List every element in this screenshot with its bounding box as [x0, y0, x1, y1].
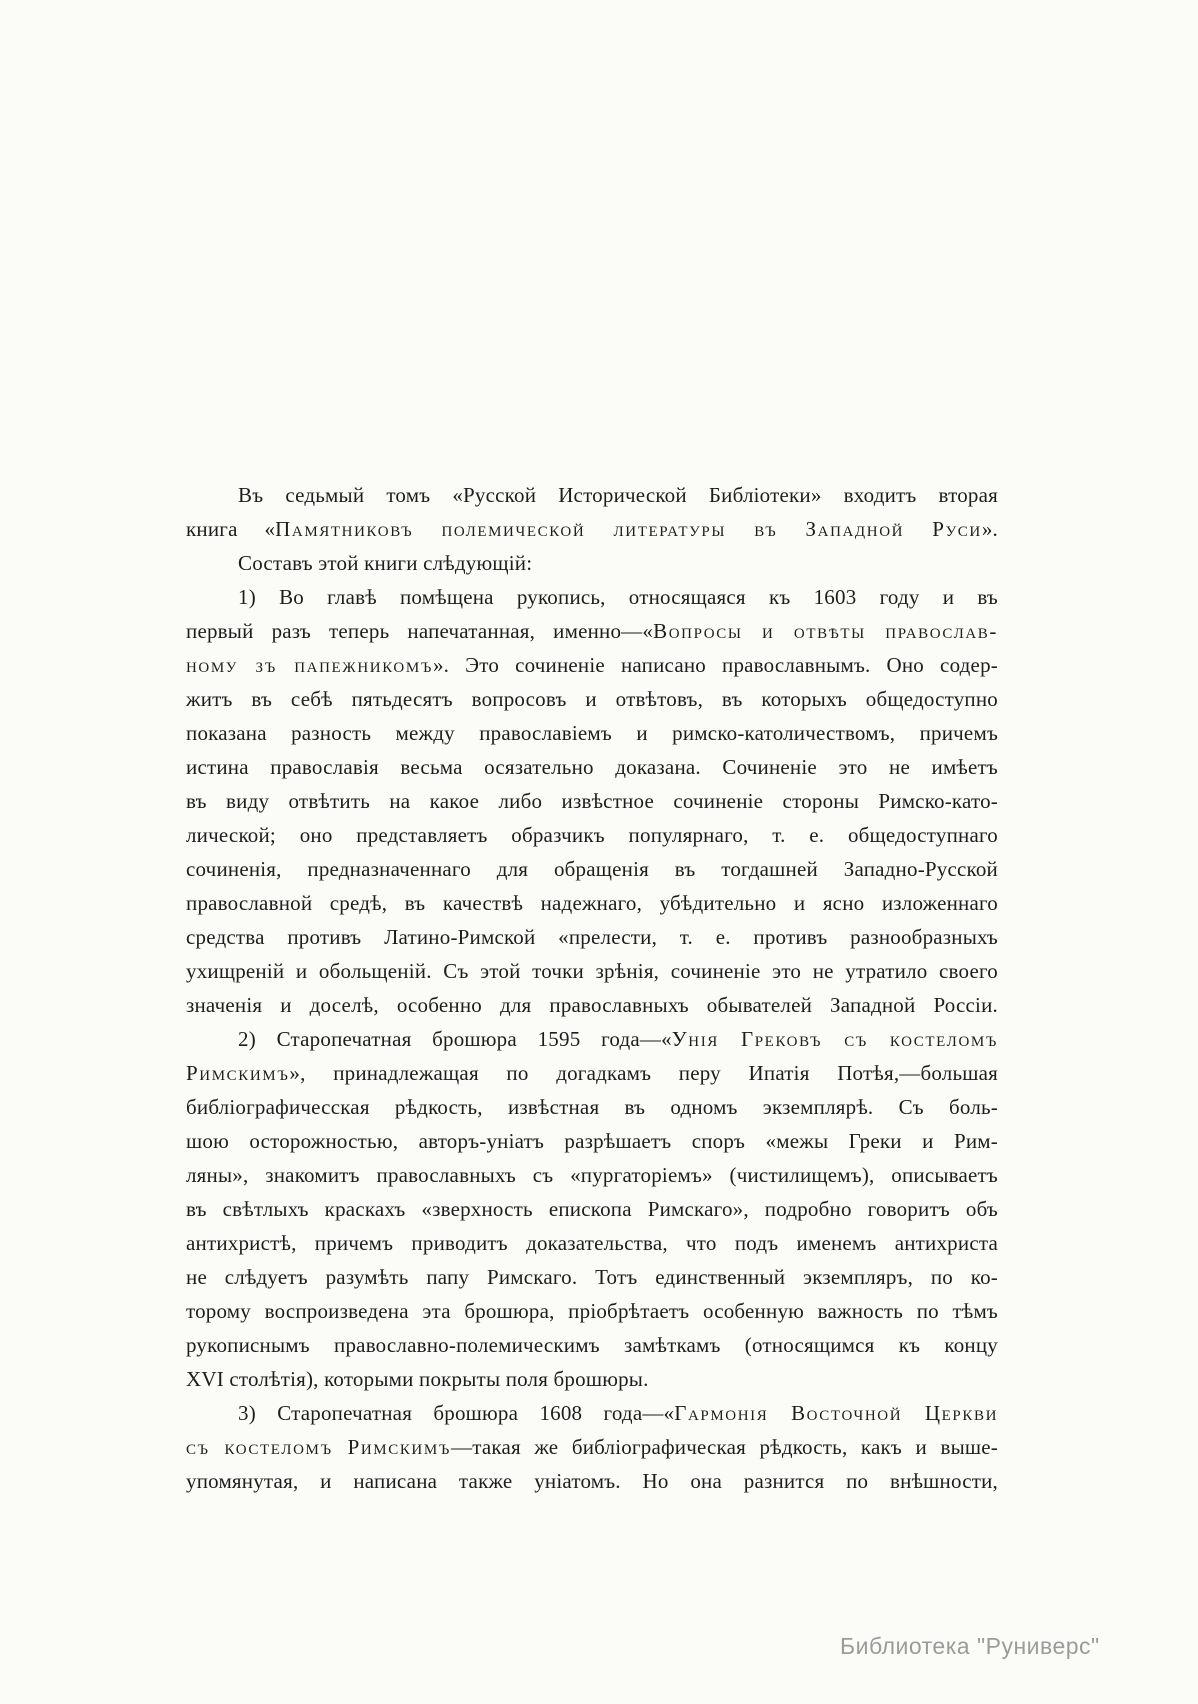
text-line [186, 954, 998, 988]
text-segment: книга « [186, 517, 276, 541]
text-line [186, 1294, 998, 1328]
text-line [186, 886, 998, 920]
text-segment: значенія и доселѣ, особенно для православныхъ обывателей Западной Россіи. [186, 993, 998, 1017]
text-line [186, 1192, 998, 1226]
text-segment: истина православія весьма осязательно доказана. Сочиненіе это не имѣетъ [186, 755, 998, 779]
text-line [186, 988, 998, 1022]
text-segment: 3) Старопечатная брошюра 1608 года—« [238, 1401, 675, 1425]
text-segment: », принадлежащая по догадкамъ перу Ипатія Потѣя,—большая [289, 1061, 998, 1085]
page-text [186, 478, 998, 1498]
text-segment: торому воспроизведена эта брошюра, пріобрѣтаетъ особенную важность по тѣмъ [186, 1299, 998, 1323]
text-line [186, 1158, 998, 1192]
text-segment: 2) Старопечатная брошюра 1595 года—« [238, 1027, 672, 1051]
text-line [186, 1396, 998, 1430]
text-line [186, 818, 998, 852]
text-segment: шою осторожностью, авторъ-уніатъ разрѣшаетъ споръ «межы Греки и Рим- [186, 1129, 998, 1153]
text-segment: библіографичесская рѣдкость, извѣстная въ одномъ экземплярѣ. Съ боль- [186, 1095, 998, 1119]
text-segment: рукописнымъ православно-полемическимъ замѣткамъ (относящимся къ концу [186, 1333, 998, 1357]
text-line [186, 512, 998, 546]
text-segment: антихристѣ, причемъ приводитъ доказательства, что подъ именемъ антихриста [186, 1231, 998, 1255]
text-segment: не слѣдуетъ разумѣть папу Римскаго. Тотъ единственный экземпляръ, по ко- [186, 1265, 998, 1289]
title-smallcaps-segment: Гармонія Восточной Церкви [674, 1401, 998, 1425]
text-segment: Составъ этой книги слѣдующій: [238, 551, 533, 575]
text-segment: въ виду отвѣтить на какое либо извѣстное сочиненіе стороны Римско-като- [186, 789, 998, 813]
text-segment: первый разъ теперь напечатанная, именно—« [186, 619, 654, 643]
title-smallcaps-segment: съ костеломъ Римскимъ [186, 1435, 451, 1459]
text-segment: ». [981, 517, 999, 541]
title-smallcaps-segment: Вопросы и отвѣты православ- [653, 619, 999, 643]
text-line [186, 614, 998, 648]
text-line [186, 1362, 998, 1396]
title-smallcaps-segment: Памятниковъ полемической литературы въ Западной Руси [275, 517, 982, 541]
text-line [186, 1022, 998, 1056]
text-line [186, 1056, 998, 1090]
text-line [186, 580, 998, 614]
text-line [186, 546, 998, 580]
title-smallcaps-segment: Римскимъ [186, 1061, 290, 1085]
text-segment: ляны», знакомитъ православныхъ съ «пургаторіемъ» (чистилищемъ), описываетъ [186, 1163, 998, 1187]
text-line [186, 1464, 998, 1498]
text-line [186, 920, 998, 954]
text-segment: ». Это сочиненіе написано православнымъ. Оно содер- [432, 653, 998, 677]
text-line [186, 648, 998, 682]
text-line [186, 1328, 998, 1362]
text-line [186, 784, 998, 818]
text-segment: ухищреній и обольщеній. Съ этой точки зрѣнія, сочиненіе это не утратило своего [186, 959, 998, 983]
text-line [186, 1430, 998, 1464]
text-line [186, 478, 998, 512]
text-segment: упомянутая, и написана также уніатомъ. Но она разнится по внѣшности, [186, 1469, 998, 1493]
title-smallcaps-segment: ному зъ папежникомъ [186, 653, 433, 677]
text-line [186, 1090, 998, 1124]
text-segment: въ свѣтлыхъ краскахъ «зверхность епископа Римскаго», подробно говоритъ объ [186, 1197, 998, 1221]
text-segment: показана разность между православіемъ и римско-католичествомъ, причемъ [186, 721, 998, 745]
text-segment: лической; оно представляетъ образчикъ популярнаго, т. е. общедоступнаго [186, 823, 998, 847]
text-segment: православной средѣ, въ качествѣ надежнаго, убѣдительно и ясно изложеннаго [186, 891, 998, 915]
text-segment: —такая же библіографическая рѣдкость, какъ и выше- [451, 1435, 998, 1459]
text-segment: XVI столѣтія), которыми покрыты поля брошюры. [186, 1367, 649, 1391]
text-segment: средства противъ Латино-Римской «прелести, т. е. противъ разнообразныхъ [186, 925, 998, 949]
title-smallcaps-segment: Унія Грековъ съ костеломъ [671, 1027, 999, 1051]
text-segment: житъ въ себѣ пятьдесятъ вопросовъ и отвѣтовъ, въ которыхъ общедоступно [186, 687, 998, 711]
library-watermark: Библиотека "Руниверс" [840, 1633, 1100, 1659]
text-line [186, 1260, 998, 1294]
text-line [186, 682, 998, 716]
text-line [186, 1124, 998, 1158]
text-segment: Въ седьмый томъ «Русской Исторической Библіотеки» входитъ вторая [238, 483, 998, 507]
text-line [186, 716, 998, 750]
text-line [186, 1226, 998, 1260]
text-line [186, 852, 998, 886]
text-segment: 1) Во главѣ помѣщена рукопись, относящаяся къ 1603 году и въ [238, 585, 998, 609]
text-segment: сочиненія, предназначеннаго для обращенія въ тогдашней Западно-Русской [186, 857, 998, 881]
text-line [186, 750, 998, 784]
